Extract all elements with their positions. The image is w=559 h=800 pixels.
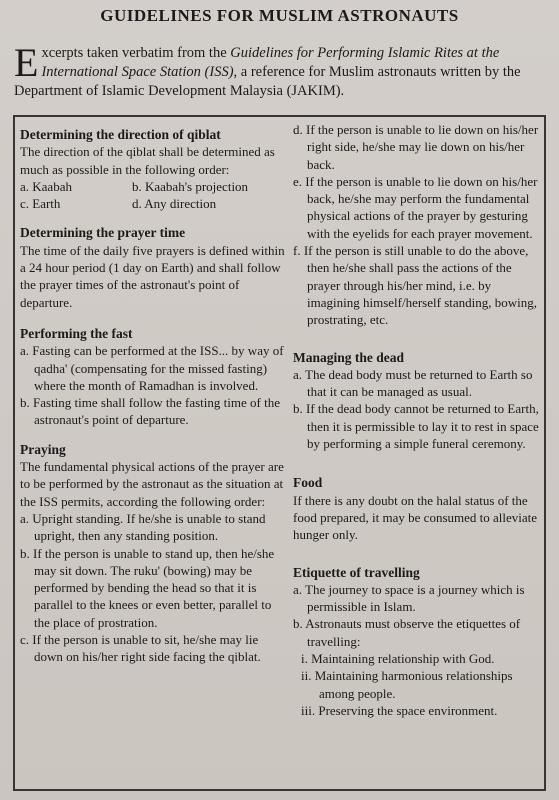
section-heading: Food — [293, 475, 323, 491]
page-title: GUIDELINES FOR MUSLIM ASTRONAUTS — [100, 6, 459, 25]
qiblat-options — [20, 178, 285, 213]
section-text: If there is any doubt on the halal status of the food prepared, it may be consumed to alleviate hunger only. — [293, 492, 538, 543]
intro-dropcap: E — [14, 40, 39, 85]
list-item: b. If the dead body cannot be returned to Earth, then it is permissible to lay it to rest in space by performing a simple funeral ceremony. — [293, 401, 539, 452]
sub-list-item: iii. Preserving the space environment. — [301, 702, 498, 718]
section-fast — [20, 325, 285, 429]
list-item: a. Fasting can be performed at the ISS... by way of qadha' (compensating for the missed fasting) where the month of Ramadhan is involved. — [20, 343, 284, 393]
list-item: e. If the person is unable to lie down on his/her back, he/she may perform the fundamental physical actions of the prayer by gesturing with the eyelids for each prayer movement. — [293, 173, 538, 241]
list-item: f. If the person is still unable to do the above, then he/she shall pass the actions of the prayer through his/her mind, i.e. by imagining himself/herself standing, bowing, prostrating, etc. — [293, 243, 537, 328]
option-item: d. Any direction — [132, 196, 217, 212]
intro-text-2: , a reference for Muslim astronauts written by the Department of Islamic Development Malaysia (JAKIM). — [14, 64, 521, 99]
section-heading: Determining the direction of qiblat — [20, 127, 221, 142]
section-travel — [293, 564, 543, 720]
right-column — [293, 117, 543, 719]
guidelines-box — [13, 115, 546, 791]
section-praying-continued — [293, 121, 543, 329]
intro-paragraph — [14, 40, 544, 101]
section-praying — [20, 441, 285, 666]
section-heading: Performing the fast — [20, 325, 133, 341]
section-text: The fundamental physical actions of the prayer are to be performed by the astronaut as the situation at the ISS permits, according the following order: — [20, 459, 284, 509]
list-item: b. Fasting time shall follow the fasting time of the astronaut's point of departure. — [20, 395, 280, 428]
section-prayer-time — [20, 224, 285, 310]
list-item: b. If the person is unable to stand up, then he/she may sit down. The ruku' (bowing) may be performed by bending the head so that it is parallel to the knees or even better, parallel to the place of prostration. — [20, 545, 275, 630]
list-item: a. The journey to space is a journey which is permissible in Islam. — [293, 581, 525, 615]
list-item: c. If the person is unable to sit, he/she may lie down on his/her right side facing the qiblat. — [20, 632, 261, 665]
section-text: The direction of the qiblat shall be determined as much as possible in the following order: — [20, 144, 275, 177]
list-item: d. If the person is unable to lie down on his/her right side, he/she may lie down on his/her back. — [293, 122, 539, 172]
sub-list-item: ii. Maintaining harmonious relationships among people. — [301, 668, 513, 701]
list-item: a. The dead body must be returned to Earth so that it can be managed as usual. — [293, 366, 533, 400]
section-heading: Praying — [20, 441, 66, 457]
section-qiblat — [20, 126, 285, 212]
section-dead — [293, 349, 543, 453]
intro-text-1: xcerpts taken verbatim from the — [41, 45, 231, 61]
option-item: b. Kaabah's projection — [132, 178, 249, 194]
section-food — [293, 474, 543, 543]
section-heading: Determining the prayer time — [20, 225, 186, 241]
left-column — [20, 117, 285, 666]
intro-source-title: Guidelines for Performing Islamic Rites at the International Space Station (ISS) — [41, 45, 500, 80]
sub-list-item: i. Maintaining relationship with God. — [301, 651, 495, 667]
section-heading: Managing the dead — [293, 349, 405, 365]
list-item: a. Upright standing. If he/she is unable to stand upright, then any standing position. — [20, 510, 266, 544]
list-item: b. Astronauts must observe the etiquettes of travelling: — [293, 616, 521, 649]
option-item: a. Kaabah — [20, 178, 72, 194]
section-heading: Etiquette of travelling — [293, 564, 420, 580]
option-item: c. Earth — [20, 196, 61, 212]
section-text: The time of the daily five prayers is defined within a 24 hour period (1 day on Earth) and shall follow the prayer times of the astronaut's point of departure. — [20, 242, 285, 310]
